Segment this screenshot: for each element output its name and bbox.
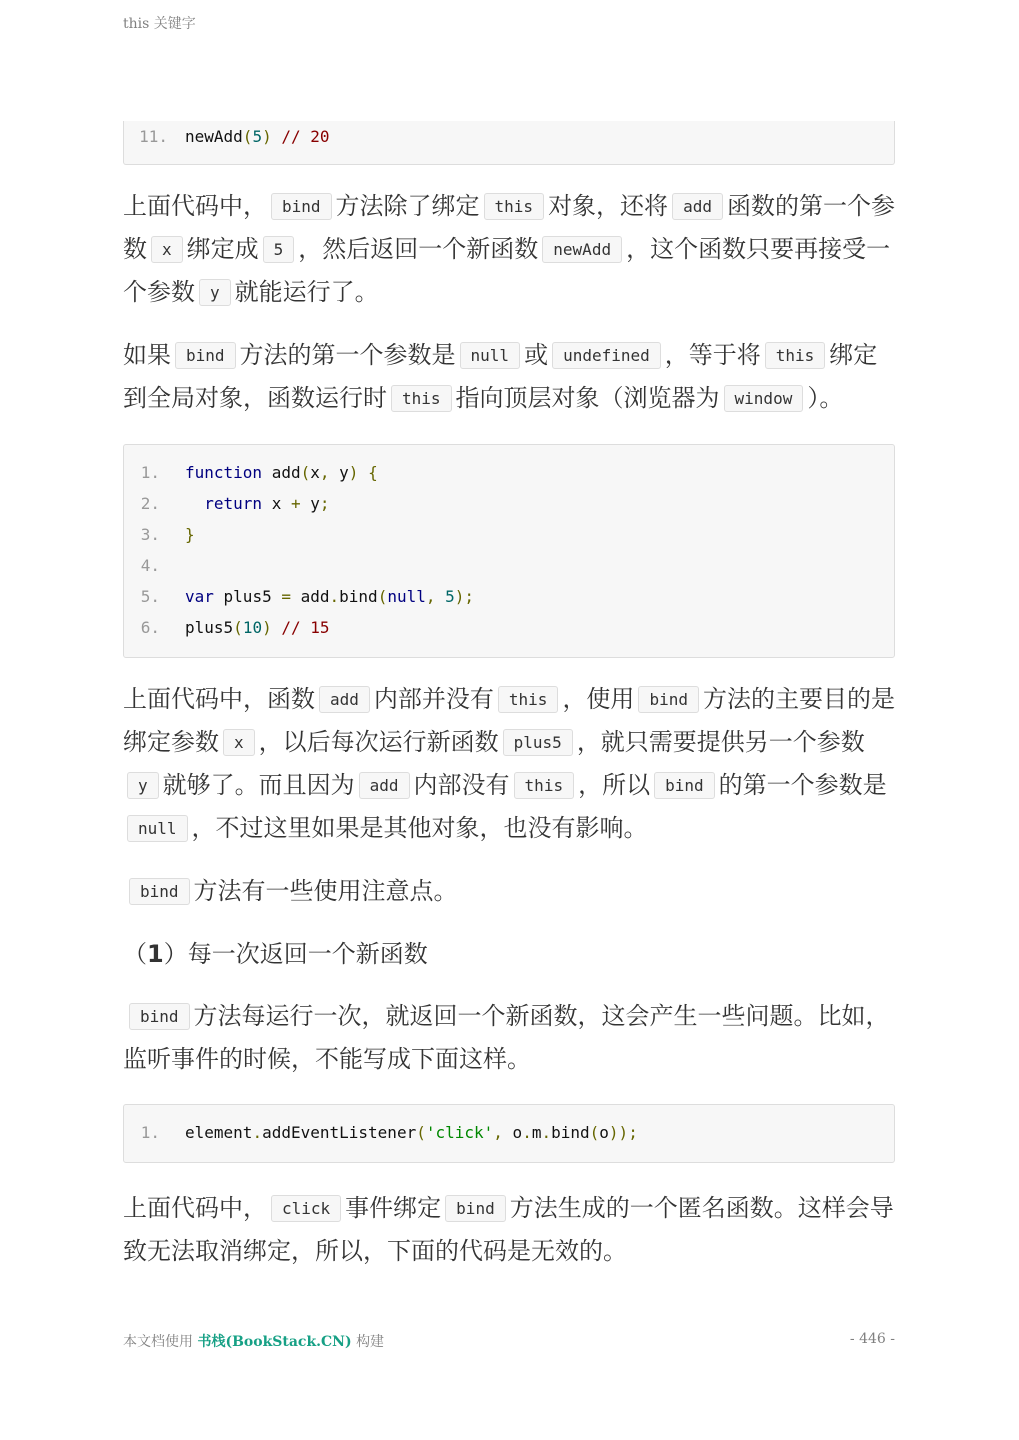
inline-code: click <box>271 1195 341 1222</box>
text: 绑定成 <box>186 235 259 263</box>
paragraph <box>123 185 895 314</box>
text: 内部并没有 <box>373 685 494 713</box>
text: 如果 <box>123 341 171 369</box>
code-block <box>123 444 895 658</box>
footer-prefix: 本文档使用 <box>123 1334 193 1350</box>
text: 方法生成的一个匿名函数。这样会导致无法取消绑定，所以，下面的代码是无效的。 <box>123 1194 894 1265</box>
line-number: 5. <box>140 587 160 606</box>
text: 方法每运行一次，就返回一个新函数，这会产生一些问题。比如，监听事件的时候，不能写成下面这样。 <box>123 1002 890 1073</box>
text: 绑定到全局对象，函数运行时 <box>123 341 878 412</box>
text: ，所以 <box>578 771 651 799</box>
code-line <box>124 550 894 581</box>
text: 的第一个参数是 <box>718 771 887 799</box>
line-number: 1. <box>140 1123 160 1142</box>
text: ，然后返回一个新函数 <box>298 235 539 263</box>
paragraph <box>123 334 895 420</box>
line-number: 1. <box>140 463 160 482</box>
inline-code: add <box>672 193 723 220</box>
text: 上面代码中， <box>123 192 267 220</box>
inline-code: this <box>484 193 545 220</box>
inline-code: this <box>514 772 575 799</box>
paragraph <box>123 678 895 850</box>
inline-code: bind <box>271 193 332 220</box>
text: 上面代码中，函数 <box>123 685 315 713</box>
text: ，以后每次运行新函数 <box>258 728 499 756</box>
page-content <box>123 121 895 1272</box>
text: 函数的第一个参数 <box>123 192 895 263</box>
text: 事件绑定 <box>345 1194 442 1222</box>
text: ，等于将 <box>664 341 761 369</box>
code-text: return x + y; <box>204 494 330 513</box>
page-number: - 446 - <box>849 1331 895 1347</box>
inline-code: null <box>127 815 188 842</box>
paragraph <box>123 870 895 913</box>
text: 方法的第一个参数是 <box>239 341 456 369</box>
inline-code: plus5 <box>503 729 573 756</box>
inline-code: x <box>151 236 183 263</box>
inline-code: window <box>724 385 804 412</box>
text: 就能运行了。 <box>234 278 379 306</box>
inline-code: newAdd <box>542 236 622 263</box>
text: ，使用 <box>562 685 635 713</box>
code-line <box>124 121 894 152</box>
paragraph <box>123 1187 895 1272</box>
text: 内部没有 <box>413 771 510 799</box>
code-line <box>124 519 894 550</box>
code-line <box>124 1117 894 1148</box>
text: ，不过这里如果是其他对象，也没有影响。 <box>191 814 648 842</box>
section-heading <box>123 933 895 975</box>
code-text: plus5(10) // 15 <box>185 618 330 637</box>
inline-code: bind <box>175 342 236 369</box>
inline-code: bind <box>129 878 190 905</box>
inline-code: y <box>199 279 231 306</box>
inline-code: null <box>460 342 521 369</box>
text: 上面代码中， <box>123 1194 267 1222</box>
text: 对象，还将 <box>548 192 669 220</box>
text: ，就只需要提供另一个参数 <box>576 728 865 756</box>
footer-suffix: 构建 <box>356 1334 385 1350</box>
text: ，这个函数只要再接受一个参数 <box>123 235 891 306</box>
text: 方法的主要目的是绑定参数 <box>123 685 895 756</box>
code-block <box>123 1104 895 1163</box>
inline-code: bind <box>638 686 699 713</box>
code-text: function add(x, y) { <box>185 463 378 482</box>
line-number: 11. <box>139 127 168 146</box>
line-number: 3. <box>140 525 160 544</box>
code-line <box>124 581 894 612</box>
footer-brand-link[interactable]: 书栈(BookStack.CN) <box>197 1334 352 1350</box>
paragraph <box>123 995 895 1080</box>
text: 或 <box>524 341 549 369</box>
code-text: } <box>185 525 195 544</box>
text: 就够了。而且因为 <box>162 771 355 799</box>
inline-code: this <box>498 686 559 713</box>
inline-code: bind <box>129 1003 190 1030</box>
code-text: var plus5 = add.bind(null, 5); <box>185 587 475 606</box>
code-text: newAdd(5) // 20 <box>185 127 330 146</box>
inline-code: this <box>765 342 826 369</box>
line-number: 2. <box>140 494 160 513</box>
inline-code: add <box>359 772 410 799</box>
text: 指向顶层对象（浏览器为 <box>455 384 720 412</box>
heading-text: 每一次返回一个新函数 <box>187 940 428 968</box>
text: 方法有一些使用注意点。 <box>193 877 458 905</box>
heading-number: 1 <box>147 940 164 968</box>
code-text: element.addEventListener('click', o.m.bind(o)); <box>185 1123 638 1142</box>
code-block-continued <box>123 121 895 165</box>
inline-code: 5 <box>263 236 295 263</box>
text: 方法除了绑定 <box>335 192 480 220</box>
code-line <box>124 488 894 519</box>
code-line <box>124 457 894 488</box>
page-footer <box>123 1331 895 1351</box>
line-number: 4. <box>140 556 160 575</box>
line-number: 6. <box>140 618 160 637</box>
inline-code: y <box>127 772 159 799</box>
inline-code: add <box>319 686 370 713</box>
inline-code: this <box>391 385 452 412</box>
text: ）。 <box>807 384 844 412</box>
text: （ <box>123 940 147 968</box>
inline-code: bind <box>445 1195 506 1222</box>
text: ） <box>163 940 188 968</box>
inline-code: undefined <box>552 342 661 369</box>
inline-code: x <box>223 729 255 756</box>
running-header: this 关键字 <box>123 16 196 32</box>
inline-code: bind <box>654 772 715 799</box>
code-line <box>124 612 894 643</box>
